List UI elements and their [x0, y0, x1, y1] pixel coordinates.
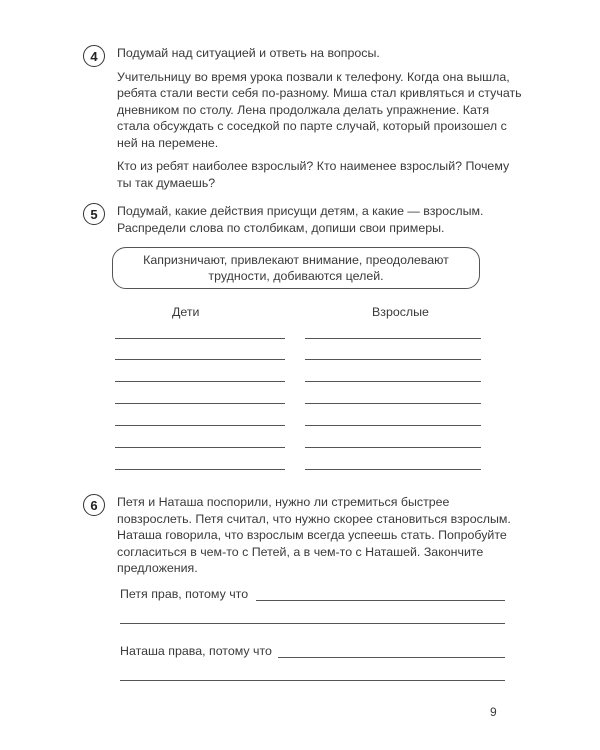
- task-6: [85, 494, 525, 577]
- children-answer-line[interactable]: [115, 403, 285, 404]
- natasha-answer-line[interactable]: [120, 680, 505, 681]
- children-answer-line[interactable]: [115, 381, 285, 382]
- column-header-adults: Взрослые: [372, 305, 429, 319]
- task-4-prompt: Подумай над ситуацией и ответь на вопросы.: [117, 46, 380, 60]
- petya-answer-line[interactable]: [120, 623, 505, 624]
- natasha-prompt: Наташа права, потому что: [120, 644, 272, 658]
- adults-answer-line[interactable]: [305, 447, 481, 448]
- task-5-instruction: Подумай, какие действия присущи детям, а какие — взрослым. Распредели слова по столбикам, допиши свои примеры.: [117, 204, 484, 235]
- children-answer-line[interactable]: [115, 469, 285, 470]
- task-4-questions: Кто из ребят наиболее взрослый? Кто наименее взрослый? Почему ты так думаешь?: [117, 159, 510, 190]
- adults-answer-line[interactable]: [305, 425, 481, 426]
- adults-answer-line[interactable]: [305, 359, 481, 360]
- task-4-story: Учительницу во время урока позвали к телефону. Когда она вышла, ребята стали вести себя по-разному. Миша стал кривляться и стучать дневником по столу. Лена продолжала делать упражнение. Катя стала обсуждать с соседкой по парте случай, который произошел с ней на перемене.: [117, 69, 522, 150]
- word-box: Капризничают, привлекают внимание, преодолевают трудности, добиваются целей.: [112, 247, 480, 289]
- petya-answer-line[interactable]: [256, 600, 505, 601]
- adults-answer-line[interactable]: [305, 469, 481, 470]
- task-4-number: 4: [83, 45, 105, 67]
- task-5: [85, 203, 525, 236]
- children-answer-line[interactable]: [115, 338, 285, 339]
- page-number: 9: [490, 705, 497, 719]
- children-answer-line[interactable]: [115, 447, 285, 448]
- natasha-answer-line[interactable]: [278, 657, 505, 658]
- adults-answer-line[interactable]: [305, 403, 481, 404]
- children-answer-line[interactable]: [115, 359, 285, 360]
- task-6-number: 6: [83, 494, 105, 516]
- task-5-number: 5: [83, 203, 105, 225]
- children-answer-line[interactable]: [115, 425, 285, 426]
- column-header-children: Дети: [172, 305, 200, 319]
- petya-prompt: Петя прав, потому что: [120, 587, 249, 601]
- task-6-instruction: Петя и Наташа поспорили, нужно ли стремиться быстрее повзрослеть. Петя считал, что нужно скорее становиться взрослым. Наташа говорила, что взрослым всегда успеешь стать. Попробуйте согласиться в чем-то с Петей, а в чем-то с Наташей. Закончите предложения.: [117, 495, 511, 575]
- adults-answer-line[interactable]: [305, 338, 481, 339]
- adults-answer-line[interactable]: [305, 381, 481, 382]
- task-4: [85, 45, 525, 191]
